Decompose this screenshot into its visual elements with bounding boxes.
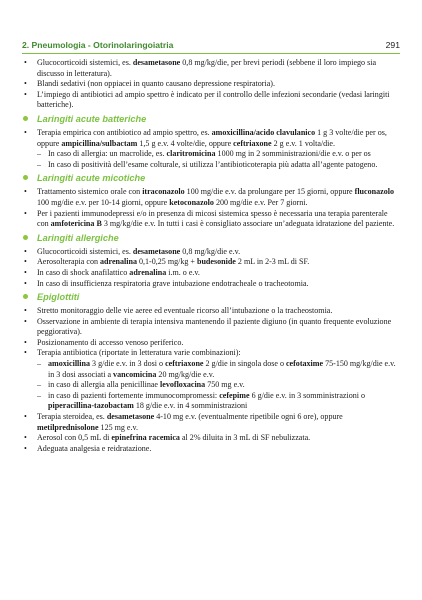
text-run: 200 mg/die e.v. Per 7 giorni. [213, 197, 308, 207]
text-run: 3 mg/kg/die e.v. In tutti i casi è consigliato associare un’adeguata idratazione del paziente. [101, 219, 395, 229]
text-run: Stretto monitoraggio delle vie aeree ed eventuale ricorso all’intubazione o la tracheostomia. [37, 306, 333, 316]
list-item [22, 433, 398, 444]
section-title: Laringiti allergiche [37, 232, 119, 243]
list-item [22, 128, 398, 170]
text-run: 100 mg/die e.v. per 10-14 giorni, oppure [37, 197, 170, 207]
list-item [22, 412, 398, 433]
text-run: 20 mg/kg/die e.v. [156, 369, 215, 379]
text-run: In caso di shock anafilattico [37, 267, 130, 277]
bullet-list [22, 247, 398, 289]
drug-name: amoxicillina [48, 359, 91, 369]
drug-name: amfotericina B [50, 219, 102, 229]
sub-list [37, 149, 398, 170]
drug-name: vancomicina [113, 369, 157, 379]
drug-name: adrenalina [100, 257, 137, 267]
text-run: Blandi sedativi (non oppiacei in quanto causano depressione respiratoria). [37, 79, 275, 89]
drug-name: desametasone [106, 412, 155, 422]
drug-name: desametasone [132, 246, 181, 256]
drug-name: budesonide [196, 257, 236, 267]
drug-name: desametasone [132, 58, 181, 67]
sub-list-item [37, 160, 398, 171]
text-run: i.m. o e.v. [166, 267, 200, 277]
list-item [22, 257, 398, 268]
section-bullet-icon [23, 116, 28, 121]
drug-name: ceftriaxone [165, 359, 204, 369]
text-run: 4-10 mg e.v. (eventualmente ripetibile ogni 6 ore), oppure [154, 412, 343, 422]
drug-name: itraconazolo [142, 187, 185, 197]
drug-name: piperacillina-tazobactam [48, 401, 134, 411]
section-bullet-icon [23, 175, 28, 180]
list-item [22, 268, 398, 279]
text-run: 3 g/die e.v. in 3 dosi o [90, 359, 166, 369]
text-run: Adeguata analgesia e reidratazione. [37, 443, 152, 453]
drug-name: claritromicina [166, 149, 216, 159]
list-item [22, 317, 398, 338]
sub-list-item [37, 149, 398, 160]
text-run: al 2% diluita in 3 mL di SF nebulizzata. [179, 433, 311, 443]
text-run: In caso di positività dell’esame colturale, si utilizza l’antibioticoterapia più adatta all’agente patogeno. [48, 159, 378, 169]
section-title: Laringiti acute batteriche [37, 113, 147, 124]
sub-list [37, 359, 398, 412]
text-run: 125 mg e.v. [98, 422, 139, 432]
text-run: 0,8 mg/kg/die e.v. [180, 246, 241, 256]
section-bullet-icon [23, 294, 28, 299]
text-run: Terapia steroidea, es. [37, 412, 107, 422]
list-item [22, 58, 398, 79]
bullet-list [22, 128, 398, 170]
text-run: Osservazione in ambiente di terapia intensiva mantenendo il paziente digiuno (in quanto frequente evoluzione peggiorativa). [37, 316, 392, 337]
text-run: 1000 mg in 2 somministrazioni/die e.v. o per os [215, 149, 371, 159]
text-run: in caso di pazienti fortemente immunocompromessi: [48, 390, 220, 400]
section-title: Laringiti acute micotiche [37, 173, 146, 184]
text-run: 2 mL in 2-3 mL di SF. [235, 257, 310, 267]
list-item [22, 279, 398, 290]
drug-name: epinefrina racemica [111, 433, 180, 443]
text-run: 750 mg e.v. [205, 380, 245, 390]
text-run: 75-150 mg/kg/die e.v. in 3 dosi associati a [48, 359, 396, 379]
page-number: 291 [385, 40, 400, 50]
text-run: in caso di allergia alla penicillinae [48, 380, 161, 390]
list-item [22, 90, 398, 111]
bullet-list [22, 306, 398, 454]
drug-name: adrenalina [129, 267, 167, 277]
drug-name: ampicillina/sulbactam [61, 138, 138, 148]
drug-name: cefotaxime [285, 359, 324, 369]
text-run: 0,8 mg/kg/die, per brevi periodi (sebbene il loro impiego sia discusso in letteratura). [37, 58, 377, 78]
text-run: In caso di allergia: un macrolide, es. [48, 149, 167, 159]
drug-name: metilprednisolone [37, 422, 99, 432]
text-run: 1,5 g e.v. 4 volte/die, oppure [137, 138, 234, 148]
section-heading [22, 113, 398, 127]
text-run: In caso di insufficienza respiratoria grave intubazione endotracheale o tracheotomia. [37, 278, 309, 288]
text-run: Terapia empirica con antibiotico ad ampio spettro, es. [37, 127, 212, 137]
text-run: Posizionamento di accesso venoso periferico. [37, 337, 184, 347]
chapter-title: 2. Pneumologia - Otorinolaringoiatria [22, 40, 174, 50]
sub-list-item [37, 380, 398, 391]
list-item [22, 306, 398, 317]
list-item [22, 338, 398, 349]
sub-list-item [37, 391, 398, 412]
text-run: Aerosol con 0,5 mL di [37, 433, 112, 443]
drug-name: levofloxacina [160, 380, 206, 390]
drug-name: cefepime [219, 390, 250, 400]
list-item [22, 348, 398, 412]
text-run: 1 g 3 volte/die per os, oppure [37, 127, 387, 148]
drug-name: ketoconazolo [169, 197, 214, 207]
text-run: Aerosolterapia con [37, 257, 101, 267]
text-run: Glucocorticoidi sistemici, es. [37, 246, 133, 256]
text-run: 100 mg/die e.v. da prolungare per 15 giorni, oppure [184, 187, 355, 197]
text-run: 0,1-0,25 mg/kg + [136, 257, 197, 267]
page-content [22, 58, 398, 454]
list-item [22, 79, 398, 90]
text-run: Trattamento sistemico orale con [37, 187, 143, 197]
page-header [22, 40, 400, 54]
bullet-list [22, 187, 398, 229]
text-run: 6 g/die e.v. in 3 somministrazioni o [249, 390, 366, 400]
section-bullet-icon [23, 235, 28, 240]
section-heading [22, 232, 398, 246]
list-item [22, 187, 398, 208]
text-run: Glucocorticoidi sistemici, es. [37, 58, 133, 67]
drug-name: amoxicillina/acido clavulanico [211, 127, 316, 137]
drug-name: fluconazolo [354, 187, 394, 197]
list-item [22, 209, 398, 230]
header-rule [22, 53, 400, 54]
list-item [22, 444, 398, 455]
section-heading [22, 172, 398, 186]
text-run: Terapia antibiotica (riportate in letteratura varie combinazioni): [37, 348, 241, 358]
drug-name: ceftriaxone [233, 138, 272, 148]
text-run: 2 g/die in singola dose o [203, 359, 286, 369]
section-heading [22, 291, 398, 305]
list-item [22, 247, 398, 258]
bullet-list [22, 58, 398, 111]
sub-list-item [37, 359, 398, 380]
text-run: 18 g/die e.v. in 4 somministrazioni [133, 401, 248, 411]
text-run: Per i pazienti immunodepressi e/o in presenza di micosi sistemica spesso è necessaria una terapia parenterale con [37, 208, 388, 229]
text-run: L’impiego di antibiotici ad ampio spettro è indicato per il controllo delle infezioni secondarie (vedasi laringiti batteriche). [37, 89, 390, 110]
text-run: 2 g e.v. 1 volta/die. [271, 138, 336, 148]
section-title: Epiglottiti [37, 292, 80, 303]
